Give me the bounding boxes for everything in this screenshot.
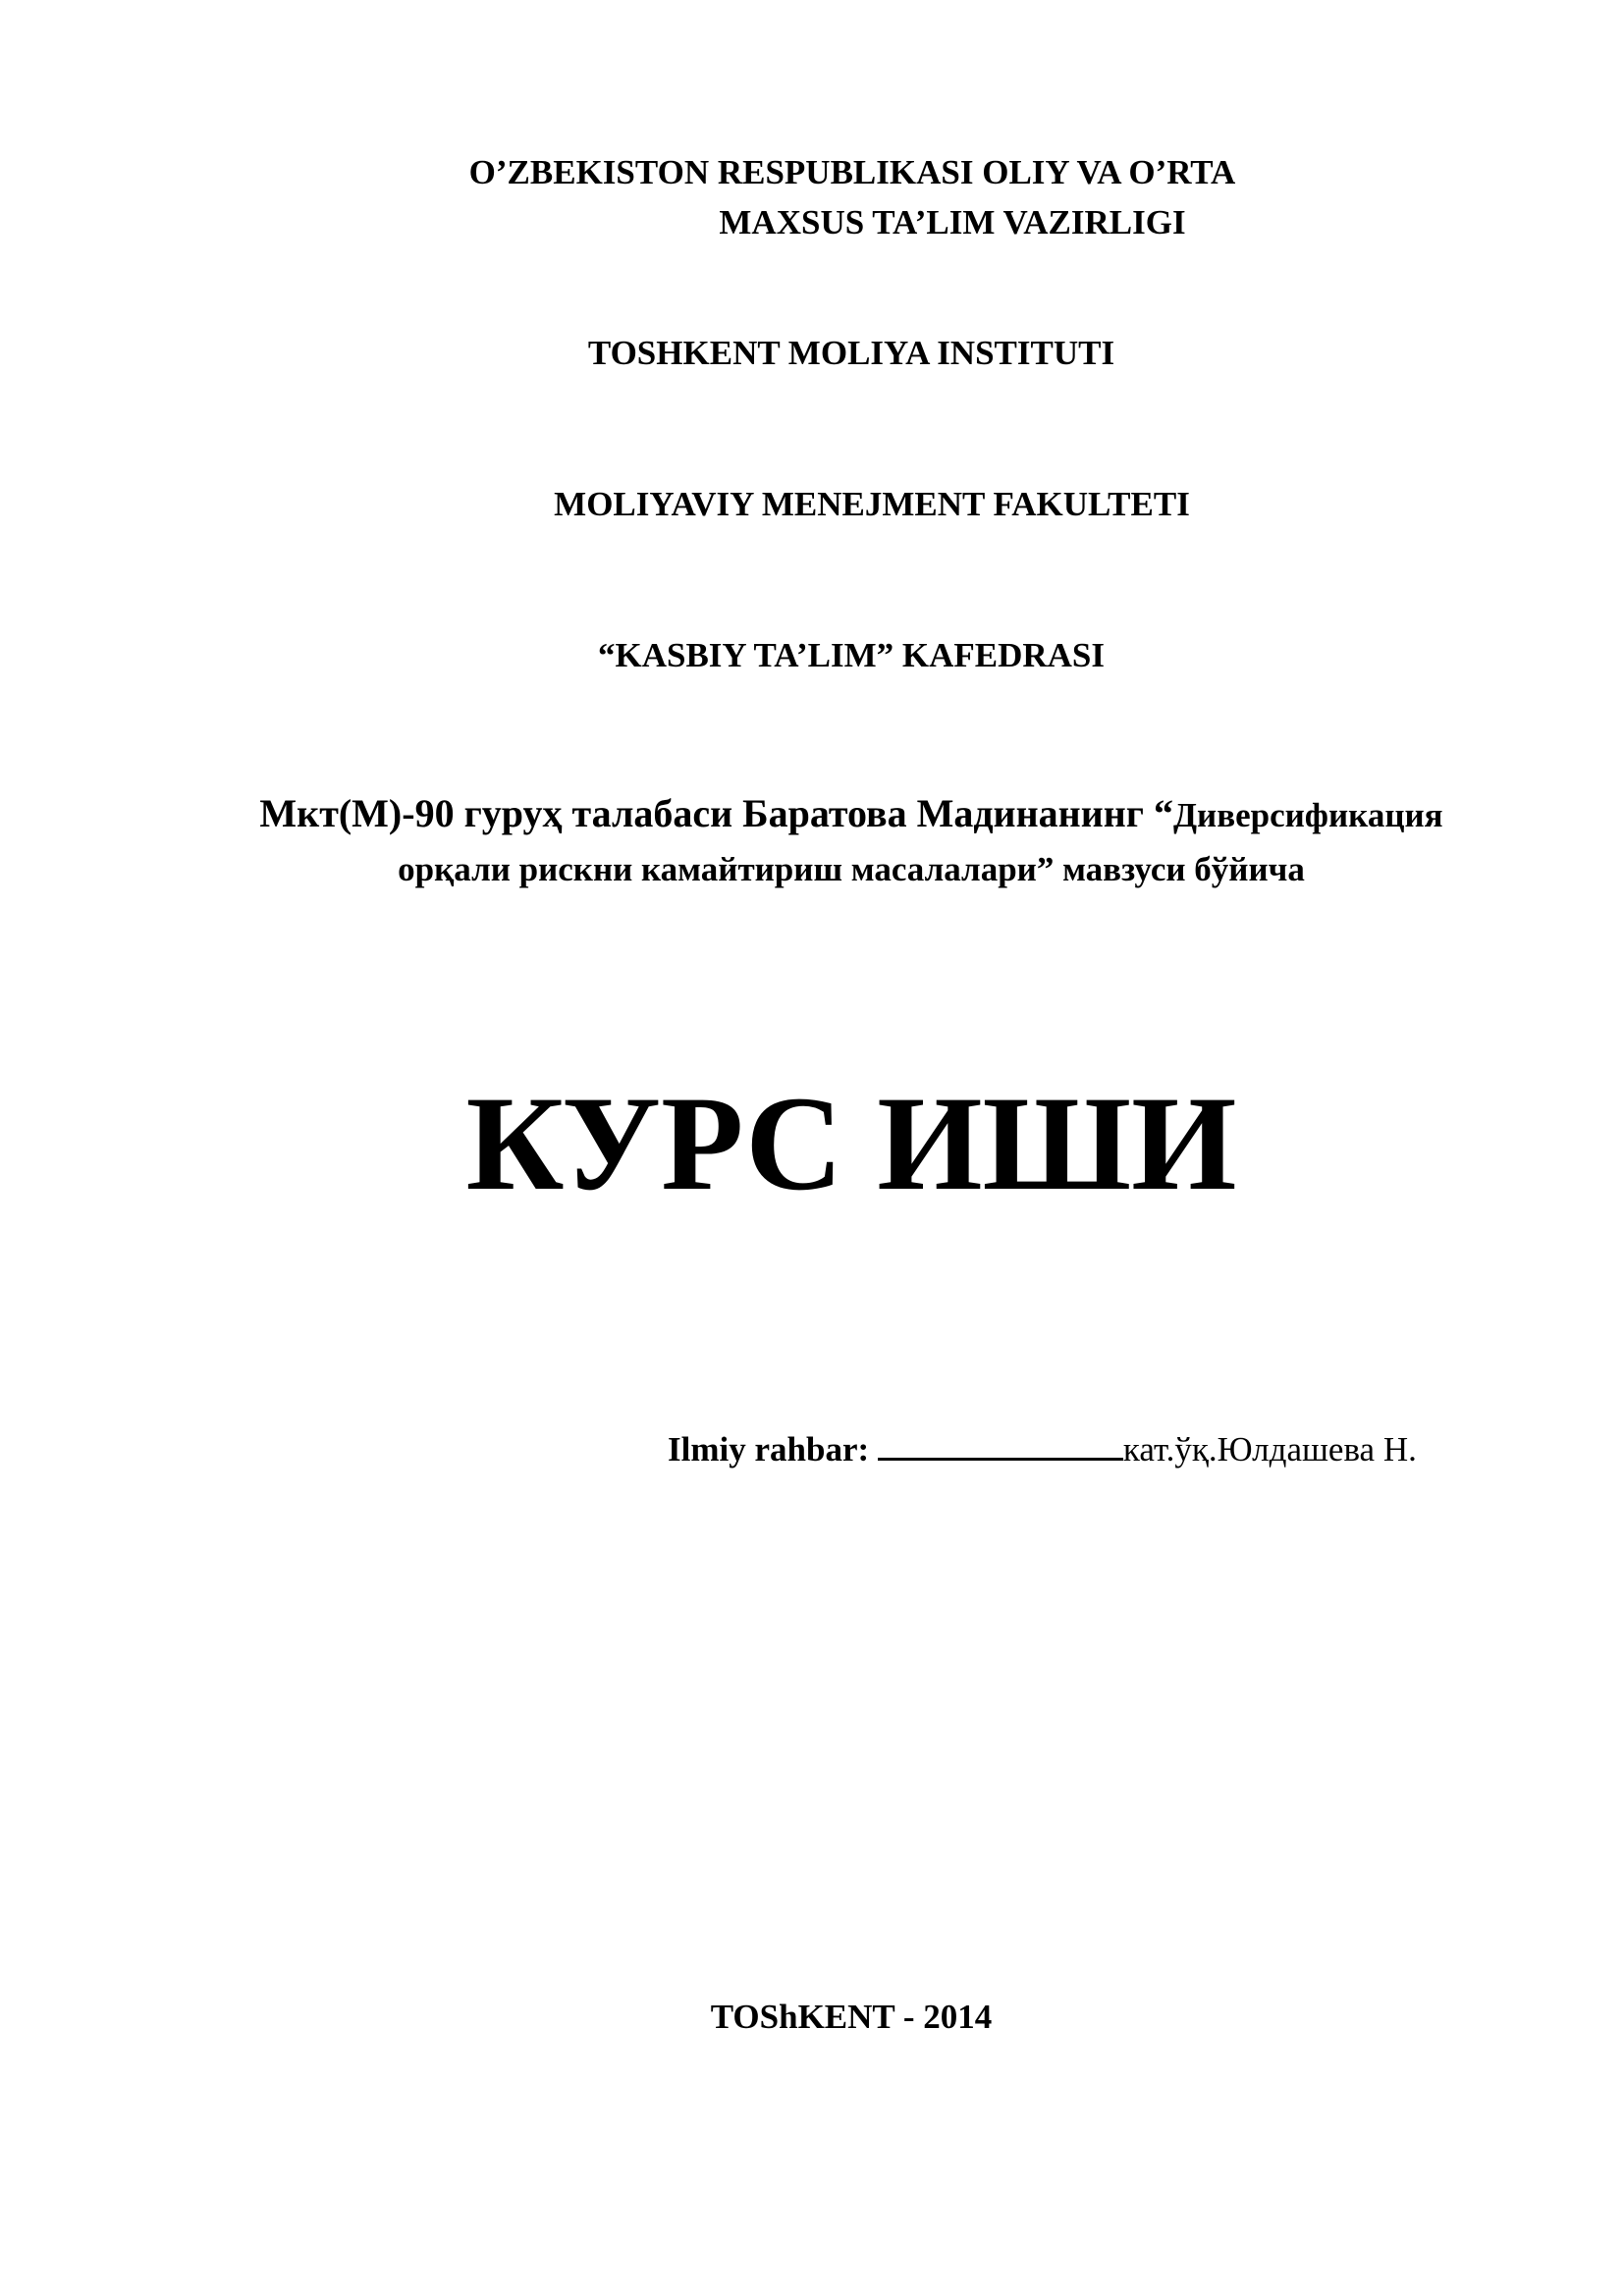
supervisor-line bbox=[668, 1428, 1417, 1469]
signature-blank bbox=[878, 1428, 1123, 1461]
ministry-line-2: MAXSUS TA’LIM VAZIRLIGI bbox=[719, 203, 1186, 241]
supervisor-label: Ilmiy rahbar: bbox=[668, 1430, 870, 1468]
topic-line-1-subject: Диверсификация bbox=[1172, 796, 1443, 834]
topic-line-2: орқали рискни камайтириш масалалари” мавзуси бўйича bbox=[398, 850, 1305, 888]
document-title: КУРС ИШИ bbox=[465, 1068, 1237, 1218]
place-and-year: TOShKENT - 2014 bbox=[710, 1998, 993, 2036]
ministry-line-1: O’ZBEKISTON RESPUBLIKASI OLIY VA O’RTA bbox=[468, 153, 1236, 191]
institute-name: TOSHKENT MOLIYA INSTITUTI bbox=[587, 334, 1115, 372]
topic-line-1 bbox=[0, 790, 1624, 836]
supervisor-name: кат.ўқ.Юлдашева Н. bbox=[1122, 1430, 1417, 1468]
department-name: “KASBIY TA’LIM” KAFEDRASI bbox=[598, 636, 1105, 674]
faculty-name: MOLIYAVIY MENEJMENT FAKULTETI bbox=[554, 485, 1190, 523]
topic-line-1-main: Мкт(М)-90 гуруҳ талабаси Баратова Мадинанинг “ bbox=[259, 791, 1173, 835]
